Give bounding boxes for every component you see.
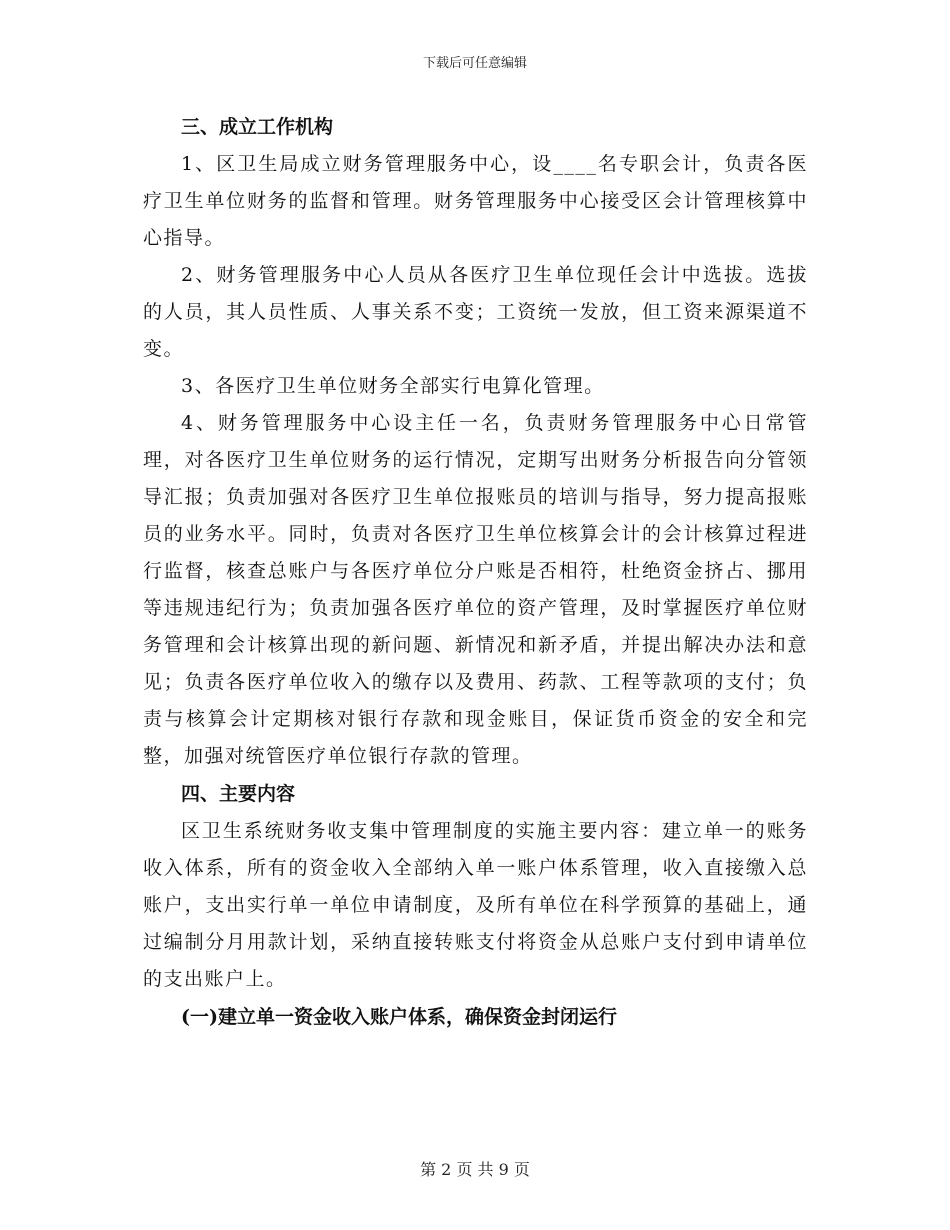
document-body <box>143 108 808 1036</box>
paragraph-3-4: 4、财务管理服务中心设主任一名，负责财务管理服务中心日常管理，对各医疗卫生单位财务的运行情况，定期写出财务分析报告向分管领导汇报；负责加强对各医疗卫生单位报账员的培训与指导，努力提高报账员的业务水平。同时，负责对各医疗卫生单位核算会计的会计核算过程进行监督，核查总账户与各医疗单位分户账是否相符，杜绝资金挤占、挪用等违规违纪行为；负责加强各医疗单位的资产管理，及时掌握医疗单位财务管理和会计核算出现的新问题、新情况和新矛盾，并提出解决办法和意见；负责各医疗单位收入的缴存以及费用、药款、工程等款项的支付；负责与核算会计定期核对银行存款和现金账目，保证货币资金的安全和完整，加强对统管医疗单位银行存款的管理。 <box>143 412 808 767</box>
section-heading-4: 四、主要内容 <box>181 783 296 805</box>
paragraph-4-1: 区卫生系统财务收支集中管理制度的实施主要内容：建立单一的账务收入体系，所有的资金收入全部纳入单一账户体系管理，收入直接缴入总账户，支出实行单一单位申请制度，及所有单位在科学预算的基础上，通过编制分月用款计划，采纳直接转账支付将资金从总账户支付到申请单位的支出账户上。 <box>143 820 808 990</box>
paragraph-3-2: 2、财务管理服务中心人员从各医疗卫生单位现任会计中选拔。选拔的人员，其人员性质、人事关系不变；工资统一发放，但工资来源渠道不变。 <box>143 264 808 360</box>
paragraph-3-1: 1、区卫生局成立财务管理服务中心，设____名专职会计，负责各医疗卫生单位财务的监督和管理。财务管理服务中心接受区会计管理核算中心指导。 <box>143 153 808 249</box>
section-heading-3: 三、成立工作机构 <box>181 116 334 138</box>
page-number: 第 2 页 共 9 页 <box>420 1160 530 1179</box>
paragraph-3-3: 3、各医疗卫生单位财务全部实行电算化管理。 <box>181 375 605 397</box>
page-header-note: 下载后可任意编辑 <box>422 56 527 71</box>
subsection-heading-4-1: (一)建立单一资金收入账户体系，确保资金封闭运行 <box>181 1006 617 1028</box>
